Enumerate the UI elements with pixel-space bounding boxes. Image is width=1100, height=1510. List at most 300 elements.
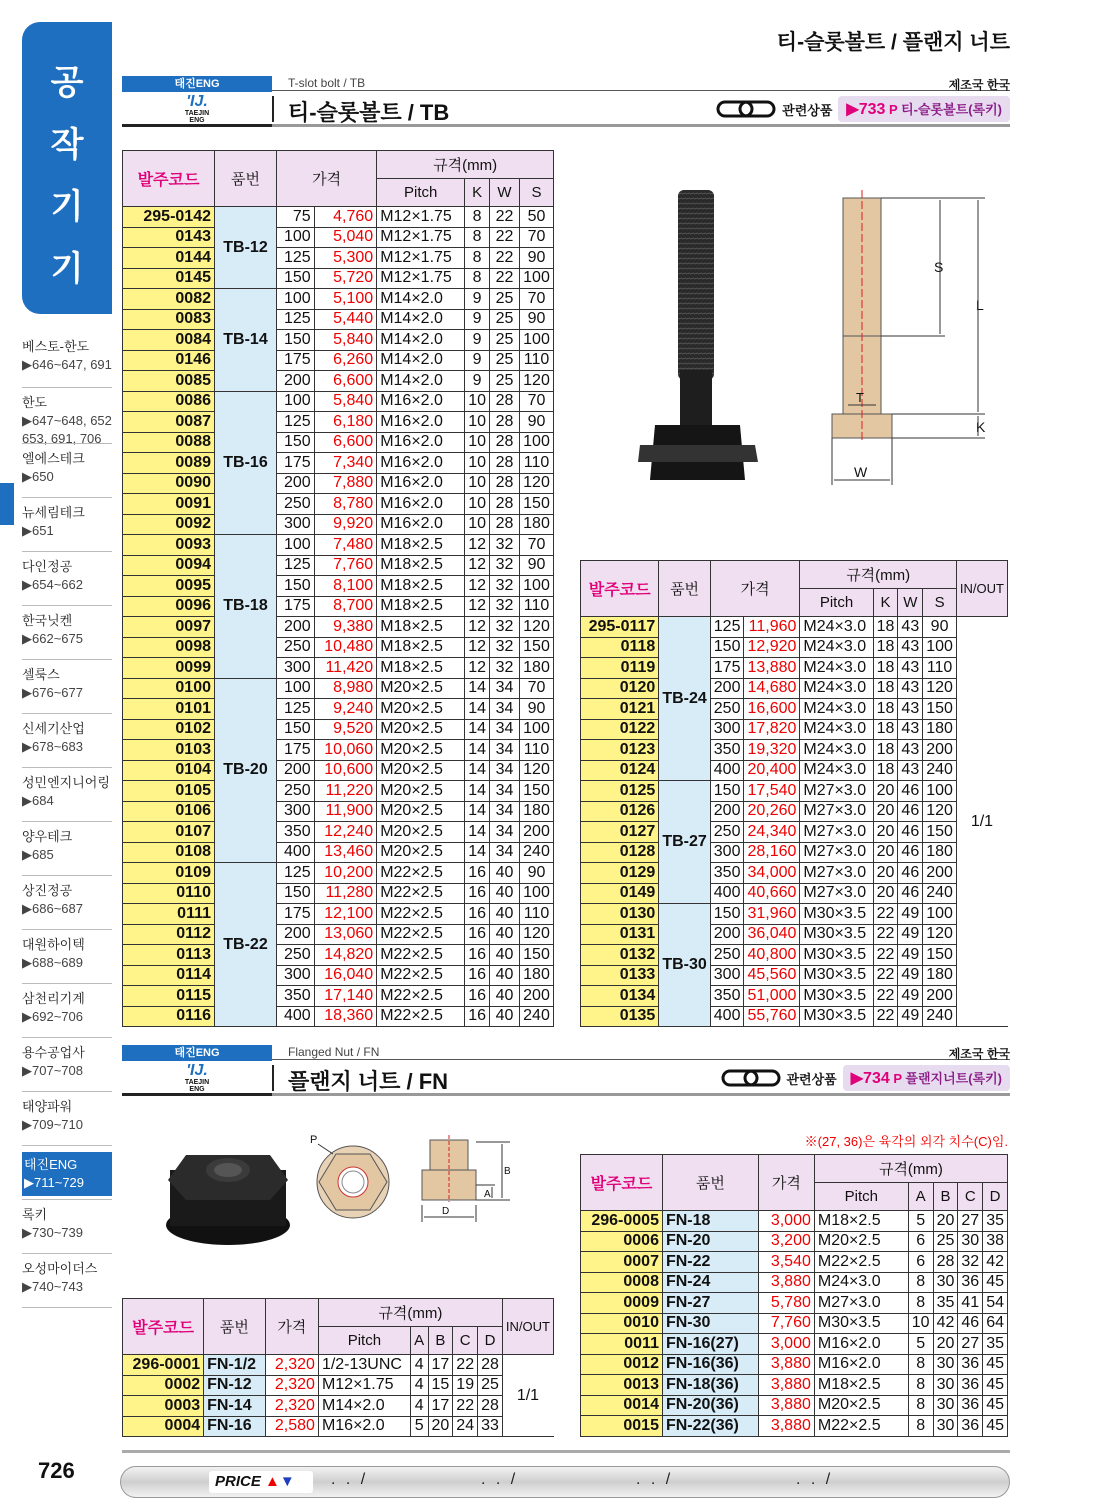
pitch: M16×2.0 [377,494,465,515]
length: 150 [277,719,315,740]
table-row [581,1375,1008,1396]
pitch: M14×2.0 [318,1396,410,1417]
length: 350 [277,822,315,843]
sidebar-item[interactable] [22,338,112,374]
price: 9,920 [314,514,377,535]
price: 45,560 [744,965,800,986]
table-row [581,781,1008,802]
price: 16,600 [744,699,800,720]
length: 125 [710,617,744,638]
sidebar-item-pages: ▶686~687 [22,901,83,916]
pitch: M24×3.0 [800,719,873,740]
category-char: 기 [50,188,84,226]
table-row [581,760,1008,781]
price: 17,820 [744,719,800,740]
pitch: M22×2.5 [377,883,465,904]
sidebar-item[interactable] [22,394,112,448]
price: 3,880 [758,1354,814,1375]
spec-k: 18 [873,699,898,720]
sidebar-item[interactable] [22,1098,112,1134]
length: 125 [277,309,315,330]
col-pitch: Pitch [318,1327,410,1355]
pitch: M22×2.5 [377,924,465,945]
brand-label: 태진ENG [122,76,272,92]
sidebar-item[interactable] [22,558,112,594]
table-row [123,1355,554,1376]
order-code: 0089 [123,453,215,474]
length: 200 [710,801,744,822]
spec-c: 36 [958,1395,983,1416]
order-code: 0118 [581,637,659,658]
sidebar-item-label: 베스토-한도 [22,339,90,354]
table-row [123,986,554,1007]
pitch: M18×2.5 [377,555,465,576]
order-code: 0095 [123,576,215,597]
spec-a: 5 [410,1416,428,1437]
order-code: 0103 [123,740,215,761]
spec-d: 45 [983,1395,1008,1416]
spec-a: 4 [410,1355,428,1376]
part-number: FN-22 [662,1252,758,1273]
length: 200 [277,924,315,945]
tb-table-right [580,560,1008,1027]
spec-k: 12 [465,555,490,576]
spec-b: 25 [933,1231,958,1252]
order-code: 0096 [123,596,215,617]
sidebar-item[interactable] [22,1260,112,1296]
fn-table-right [580,1154,1008,1437]
spec-b: 17 [428,1396,453,1417]
part-number: FN-18(36) [662,1375,758,1396]
pitch: M30×3.5 [800,904,873,925]
col-price: 가격 [758,1155,814,1211]
label-w: W [854,464,868,480]
spec-b: 20 [428,1416,453,1437]
price: 6,600 [314,371,377,392]
spec-d: 45 [983,1416,1008,1437]
sidebar-item-label: 상진정공 [22,883,73,898]
spec-s: 110 [520,453,554,474]
related-product-link[interactable]: 관련상품 ▶734 P 플랜지너트(록키) [721,1065,1011,1091]
spec-w: 43 [898,740,923,761]
down-arrow-icon: ▼ [279,1473,295,1490]
length: 350 [710,986,744,1007]
pitch: M14×2.0 [377,289,465,310]
label-p: P [310,1134,318,1146]
spec-s: 200 [923,986,957,1007]
table-row [581,863,1008,884]
col-s: S [520,179,554,207]
length: 400 [710,1006,744,1027]
label-d: D [442,1206,450,1217]
spec-s: 200 [923,740,957,761]
table-row [581,1293,1008,1314]
nut-drawing [310,1134,511,1222]
spec-s: 100 [923,781,957,802]
price: 5,840 [314,391,377,412]
length: 175 [710,658,744,679]
date-slot[interactable]: . . / [481,1471,519,1488]
price: 7,880 [314,473,377,494]
spec-s: 120 [923,678,957,699]
length: 125 [277,699,315,720]
spec-s: 180 [520,965,554,986]
length: 125 [277,248,315,269]
price: 7,760 [314,555,377,576]
table-row [581,924,1008,945]
table-row [123,494,554,515]
order-code: 0100 [123,678,215,699]
part-number: FN-18 [662,1211,758,1232]
sidebar-divider [22,1145,112,1146]
sidebar-divider [22,497,112,498]
date-slot[interactable]: . . / [796,1471,834,1488]
nut-photo [166,1155,290,1245]
label-a: A [484,1189,491,1200]
sidebar-item[interactable] [22,882,112,918]
label-l: L [976,297,984,313]
logo: 'IJ. TAEJIN ENG [184,1062,210,1093]
spec-d: 45 [983,1354,1008,1375]
spec-k: 16 [465,924,490,945]
spec-s: 110 [520,596,554,617]
sidebar-item-label: 양우테크 [22,829,73,844]
order-code: 0085 [123,371,215,392]
spec-s: 150 [520,494,554,515]
pitch: M16×2.0 [377,514,465,535]
sidebar-item-pages: ▶711~729 [24,1175,85,1190]
part-number: FN-16 [204,1416,266,1437]
spec-k: 20 [873,863,898,884]
sidebar-item[interactable] [22,1152,112,1196]
table-row [123,391,554,412]
spec-s: 200 [520,986,554,1007]
price: 17,540 [744,781,800,802]
spec-b: 20 [933,1334,958,1355]
pitch: M18×2.5 [377,576,465,597]
order-code: 0115 [123,986,215,1007]
order-code: 0091 [123,494,215,515]
part-number: FN-27 [662,1293,758,1314]
spec-k: 18 [873,740,898,761]
col-code: 발주코드 [123,151,215,207]
spec-k: 16 [465,945,490,966]
pitch: M20×2.5 [377,719,465,740]
table-row [123,1375,554,1396]
spec-s: 100 [520,883,554,904]
label-s: S [934,259,944,275]
order-code: 0087 [123,412,215,433]
category-char: 작 [50,126,84,164]
pitch: M27×3.0 [800,883,873,904]
spec-w: 22 [490,248,520,269]
pitch: M24×3.0 [800,637,873,658]
sidebar-item-label: 대원하이텍 [22,937,85,952]
sidebar-item-pages: ▶646~647, 691 [22,357,112,372]
sidebar-item[interactable] [22,720,112,756]
spec-k: 20 [873,781,898,802]
spec-s: 150 [923,699,957,720]
sidebar-divider [22,1199,112,1200]
spec-b: 30 [933,1416,958,1437]
price: 8,100 [314,576,377,597]
pitch: M24×3.0 [800,760,873,781]
pitch: M14×2.0 [377,309,465,330]
pitch: M20×2.5 [377,699,465,720]
spec-w: 32 [490,637,520,658]
spec-s: 240 [520,1006,554,1027]
order-code: 0006 [581,1231,663,1252]
spec-w: 40 [490,904,520,925]
order-code: 0112 [123,924,215,945]
spec-k: 14 [465,760,490,781]
price: 7,480 [314,535,377,556]
spec-s: 70 [520,289,554,310]
sidebar-item-label: 오성마이더스 [22,1261,98,1276]
spec-k: 18 [873,658,898,679]
spec-w: 34 [490,842,520,863]
pitch: M22×2.5 [814,1252,908,1273]
length: 300 [277,514,315,535]
price: 51,000 [744,986,800,1007]
col-price: 가격 [710,561,800,617]
sidebar-item[interactable] [22,774,112,810]
order-code: 0145 [123,268,215,289]
table-row [123,289,554,310]
spec-k: 12 [465,617,490,638]
price: 5,720 [314,268,377,289]
part-number: FN-14 [204,1396,266,1417]
sidebar-item[interactable] [22,612,112,648]
sidebar-item-label: 용수공업사 [22,1045,85,1060]
table-row [581,699,1008,720]
spec-k: 20 [873,822,898,843]
part-number: FN-20 [662,1231,758,1252]
sidebar-item[interactable] [22,1206,112,1242]
table-row [123,658,554,679]
part-number: TB-12 [215,207,277,289]
spec-k: 8 [465,268,490,289]
sidebar-item-pages: ▶692~706 [22,1009,83,1024]
bolt-drawing [832,190,986,485]
table-row [581,1395,1008,1416]
length: 250 [277,945,315,966]
length: 300 [277,658,315,679]
table-row [581,965,1008,986]
part-number: TB-24 [659,617,710,781]
spec-w: 43 [898,678,923,699]
pitch: M18×2.5 [377,617,465,638]
spec-k: 14 [465,678,490,699]
table-row [581,678,1008,699]
spec-k: 9 [465,350,490,371]
order-code: 0088 [123,432,215,453]
pitch: M22×2.5 [377,945,465,966]
pitch: M24×3.0 [800,699,873,720]
section-subtitle: T-slot bolt / TB [288,76,366,90]
pitch: M16×2.0 [318,1416,410,1437]
pitch: M14×2.0 [377,330,465,351]
chain-link-icon [716,98,776,120]
pitch: M20×2.5 [814,1231,908,1252]
price: 9,520 [314,719,377,740]
col-c: C [958,1183,983,1211]
spec-s: 100 [520,330,554,351]
spec-w: 22 [490,268,520,289]
pitch: M22×2.5 [377,965,465,986]
spec-w: 46 [898,801,923,822]
pitch: M22×2.5 [377,1006,465,1027]
related-product-link[interactable]: 관련상품 ▶733 P 티-슬롯볼트(록키) [716,96,1010,122]
part-number: FN-20(36) [662,1395,758,1416]
sidebar-item-label: 록키 [22,1207,48,1222]
spec-b: 42 [933,1313,958,1334]
table-row [123,904,554,925]
sidebar-divider [22,929,112,930]
spec-s: 150 [520,637,554,658]
related-page: ▶734 [850,1070,890,1087]
length: 350 [710,863,744,884]
order-code: 0011 [581,1334,663,1355]
spec-w: 22 [490,227,520,248]
table-row [123,842,554,863]
spec-a: 8 [908,1416,933,1437]
date-slot[interactable]: . . / [331,1471,369,1488]
price: 55,760 [744,1006,800,1027]
sidebar-item[interactable] [22,450,112,486]
part-number: FN-30 [662,1313,758,1334]
table-row [123,330,554,351]
sidebar-item-pages: ▶740~743 [22,1279,83,1294]
spec-w: 46 [898,883,923,904]
length: 150 [277,268,315,289]
price: 5,300 [314,248,377,269]
spec-w: 49 [898,924,923,945]
spec-c: 19 [453,1375,478,1396]
sidebar-item-label: 엘에스테크 [22,451,85,466]
pitch: M24×3.0 [814,1272,908,1293]
col-code: 발주코드 [123,1299,204,1355]
sidebar-item[interactable] [22,936,112,972]
bolt-photo [638,190,758,480]
sidebar-item-label: 한도 [22,395,48,410]
spec-c: 24 [453,1416,478,1437]
sidebar-item[interactable] [22,1044,112,1080]
pitch: M24×3.0 [800,740,873,761]
table-row [123,965,554,986]
pitch: M16×2.0 [377,432,465,453]
spec-a: 6 [908,1231,933,1252]
sidebar-divider [22,767,112,768]
spec-b: 30 [933,1272,958,1293]
part-number: FN-1/2 [204,1355,266,1376]
price: 18,360 [314,1006,377,1027]
spec-s: 90 [520,863,554,884]
sidebar-item[interactable] [22,666,112,702]
order-code: 0007 [581,1252,663,1273]
spec-s: 200 [923,863,957,884]
sidebar-item[interactable] [22,990,112,1026]
sidebar-item-label: 태양파워 [22,1099,73,1114]
spec-k: 16 [465,904,490,925]
up-arrow-icon: ▲ [265,1473,280,1490]
table-row [581,842,1008,863]
sidebar-item-pages: ▶707~708 [22,1063,83,1078]
spec-w: 32 [490,535,520,556]
order-code: 0126 [581,801,659,822]
sidebar-item[interactable] [22,828,112,864]
spec-w: 46 [898,781,923,802]
sidebar-item-pages: ▶654~662 [22,577,83,592]
col-w: W [490,179,520,207]
date-slot[interactable]: . . / [636,1471,674,1488]
spec-k: 14 [465,699,490,720]
table-row [123,576,554,597]
sidebar-item[interactable] [22,504,112,540]
spec-s: 110 [520,904,554,925]
table-row [123,617,554,638]
section-subtitle: Flanged Nut / FN [288,1045,380,1059]
order-code: 0113 [123,945,215,966]
col-a: A [908,1183,933,1211]
sidebar-item-label: 뉴세림테크 [22,505,85,520]
length: 400 [710,760,744,781]
spec-k: 10 [465,514,490,535]
spec-s: 120 [520,473,554,494]
spec-s: 180 [923,965,957,986]
spec-k: 9 [465,309,490,330]
table-row [123,740,554,761]
table-row [581,1354,1008,1375]
pitch: M20×2.5 [377,781,465,802]
price: 2,580 [265,1416,318,1437]
spec-d: 42 [983,1252,1008,1273]
spec-a: 8 [908,1272,933,1293]
order-code: 295-0142 [123,207,215,228]
order-code: 0134 [581,986,659,1007]
order-code: 0135 [581,1006,659,1027]
table-row [123,801,554,822]
price: 3,880 [758,1416,814,1437]
spec-k: 14 [465,719,490,740]
order-code: 295-0117 [581,617,659,638]
sidebar-divider [22,605,112,606]
spec-w: 32 [490,658,520,679]
length: 350 [710,740,744,761]
length: 200 [710,678,744,699]
spec-w: 40 [490,1006,520,1027]
spec-k: 10 [465,494,490,515]
price: 17,140 [314,986,377,1007]
related-name: 플랜지너트(록키) [905,1071,1002,1086]
part-number: TB-18 [215,535,277,679]
spec-w: 40 [490,945,520,966]
col-spec: 규격(mm) [814,1155,1007,1183]
part-number: TB-22 [215,863,277,1027]
length: 200 [277,473,315,494]
length: 250 [710,699,744,720]
price: 3,000 [758,1334,814,1355]
price-date-bar [120,1466,1010,1498]
price: 11,220 [314,781,377,802]
pitch: M18×2.5 [377,658,465,679]
spec-b: 30 [933,1354,958,1375]
length: 400 [710,883,744,904]
spec-k: 12 [465,576,490,597]
table-row [123,637,554,658]
price: 36,040 [744,924,800,945]
spec-w: 46 [898,863,923,884]
